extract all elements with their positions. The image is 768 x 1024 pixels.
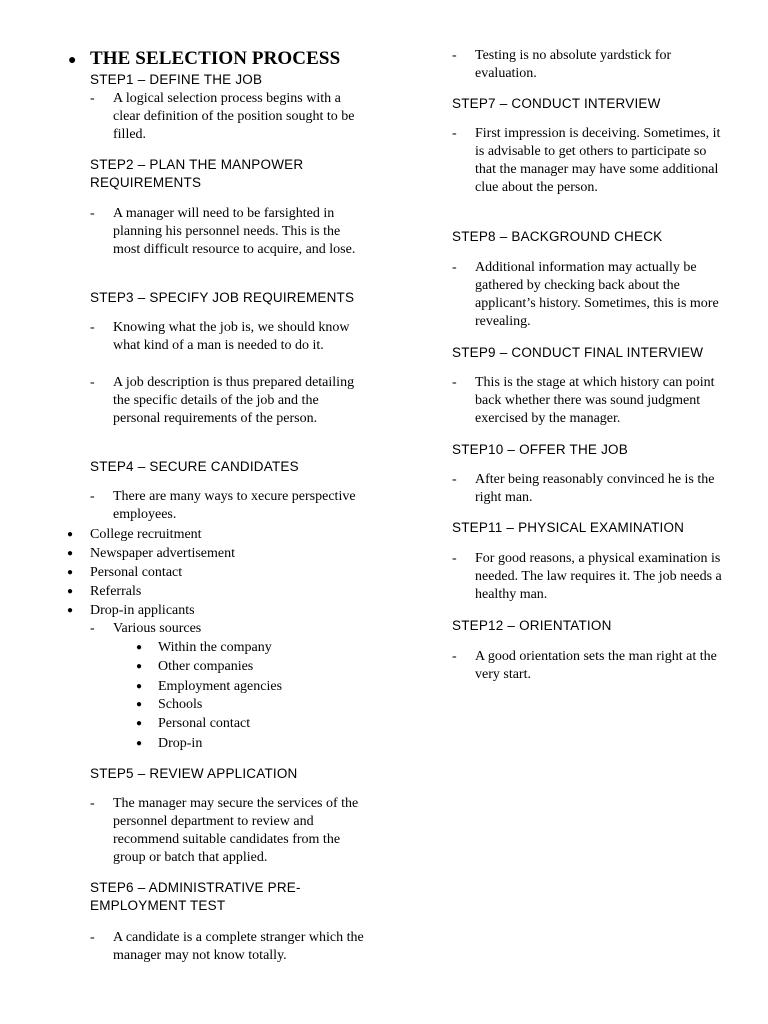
dash-marker: - <box>90 621 95 636</box>
sources-item-text: Various sources <box>113 621 202 636</box>
dash-marker: - <box>90 91 95 106</box>
step12-heading: STEP12 – ORIENTATION <box>452 618 612 633</box>
bullet-text: Personal contact <box>158 716 251 731</box>
bullet-icon: ● <box>136 642 143 653</box>
step4-item <box>90 488 370 526</box>
bullet-icon: ● <box>136 681 143 692</box>
bullet-icon: ● <box>67 529 74 540</box>
bullet-icon: ● <box>67 605 74 616</box>
bullet-icon: ● <box>67 586 74 597</box>
bullet-text: College recruitment <box>90 527 202 542</box>
step1-item <box>90 90 370 146</box>
step3-item-1 <box>90 319 370 375</box>
dash-marker: - <box>452 649 457 664</box>
bullet-text: Other companies <box>158 659 254 674</box>
bullet-text: Referrals <box>90 584 142 599</box>
bullet-text: Drop-in <box>158 736 203 751</box>
bullet-icon: ● <box>68 53 77 68</box>
dash-marker: - <box>452 260 457 275</box>
dash-marker: - <box>452 375 457 390</box>
step5-item <box>90 795 370 869</box>
dash-marker: - <box>90 375 95 390</box>
step3-item-2 <box>90 374 370 448</box>
step4-heading: STEP4 – SECURE CANDIDATES <box>90 459 299 474</box>
step6-item-text: A candidate is a complete stranger which the manager may not know totally. <box>113 930 364 963</box>
step1-heading: STEP1 – DEFINE THE JOB <box>90 72 263 87</box>
bullet-text: Schools <box>158 697 203 712</box>
step8-heading: STEP8 – BACKGROUND CHECK <box>452 229 663 244</box>
dash-marker: - <box>452 551 457 566</box>
step9-item-text: This is the stage at which history can point back whether there was sound judgment exercised by the manager. <box>475 375 715 426</box>
bullet-icon: ● <box>136 738 143 749</box>
sources-item <box>90 620 370 639</box>
step3-item-2-text: A job description is thus prepared detailing the specific details of the job and the personal requirements of the person. <box>113 375 355 426</box>
dash-marker: - <box>90 206 95 221</box>
bullet-text: Personal contact <box>90 565 183 580</box>
step6-item <box>90 929 370 967</box>
step2-item-text: A manager will need to be farsighted in planning his personnel needs. This is the most difficult resource to acquire, and lose. <box>113 206 356 257</box>
title-row <box>68 48 340 70</box>
step7-item-text: First impression is deceiving. Sometimes, it is advisable to get others to participate so that the manager may have some additional clue about the person. <box>475 126 721 195</box>
step6-cont-item <box>452 47 732 85</box>
dash-marker: - <box>90 930 95 945</box>
bullet-icon: ● <box>136 661 143 672</box>
step10-item-text: After being reasonably convinced he is the right man. <box>475 472 715 505</box>
bullet-text: Newspaper advertisement <box>90 546 235 561</box>
dash-marker: - <box>452 472 457 487</box>
step11-heading: STEP11 – PHYSICAL EXAMINATION <box>452 520 685 535</box>
step8-item-text: Additional information may actually be gathered by checking back about the applicant’s history. Sometimes, this is more revealing. <box>475 260 719 329</box>
step10-item <box>452 471 732 509</box>
bullet-text: Within the company <box>158 640 272 655</box>
step10-heading: STEP10 – OFFER THE JOB <box>452 442 628 457</box>
page-title: THE SELECTION PROCESS <box>90 48 341 69</box>
step1-item-text: A logical selection process begins with a clear definition of the position sought to be filled. <box>113 91 355 142</box>
bullet-icon: ● <box>136 699 143 710</box>
bullet-text: Employment agencies <box>158 679 283 694</box>
step9-item <box>452 374 732 430</box>
step7-item <box>452 125 732 217</box>
step3-heading: STEP3 – SPECIFY JOB REQUIREMENTS <box>90 290 355 305</box>
step2-heading: STEP2 – PLAN THE MANPOWER REQUIREMENTS <box>90 157 304 190</box>
step4-item-text: There are many ways to xecure perspective employees. <box>113 489 356 522</box>
dash-marker: - <box>452 48 457 63</box>
bullet-icon: ● <box>67 548 74 559</box>
step6-cont-item-text: Testing is no absolute yardstick for evaluation. <box>475 48 672 81</box>
step9-heading: STEP9 – CONDUCT FINAL INTERVIEW <box>452 345 704 360</box>
dash-marker: - <box>90 796 95 811</box>
bullet-icon: ● <box>136 718 143 729</box>
dash-marker: - <box>452 126 457 141</box>
step8-item <box>452 259 732 333</box>
step6-heading: STEP6 – ADMINISTRATIVE PRE-EMPLOYMENT TEST <box>90 880 301 913</box>
step11-item-text: For good reasons, a physical examination is needed. The law requires it. The job needs a healthy man. <box>475 551 722 602</box>
dash-marker: - <box>90 320 95 335</box>
step5-item-text: The manager may secure the services of the personnel department to review and recommend suitable candidates from the group or batch that applied. <box>113 796 359 865</box>
step7-heading: STEP7 – CONDUCT INTERVIEW <box>452 96 661 111</box>
step12-item <box>452 648 732 686</box>
dash-marker: - <box>90 489 95 504</box>
step2-item <box>90 205 370 279</box>
step3-item-1-text: Knowing what the job is, we should know what kind of a man is needed to do it. <box>113 320 350 353</box>
step11-item <box>452 550 732 606</box>
step5-heading: STEP5 – REVIEW APPLICATION <box>90 766 298 781</box>
bullet-text: Drop-in applicants <box>90 603 195 618</box>
bullet-icon: ● <box>67 567 74 578</box>
step12-item-text: A good orientation sets the man right at the very start. <box>475 649 717 682</box>
